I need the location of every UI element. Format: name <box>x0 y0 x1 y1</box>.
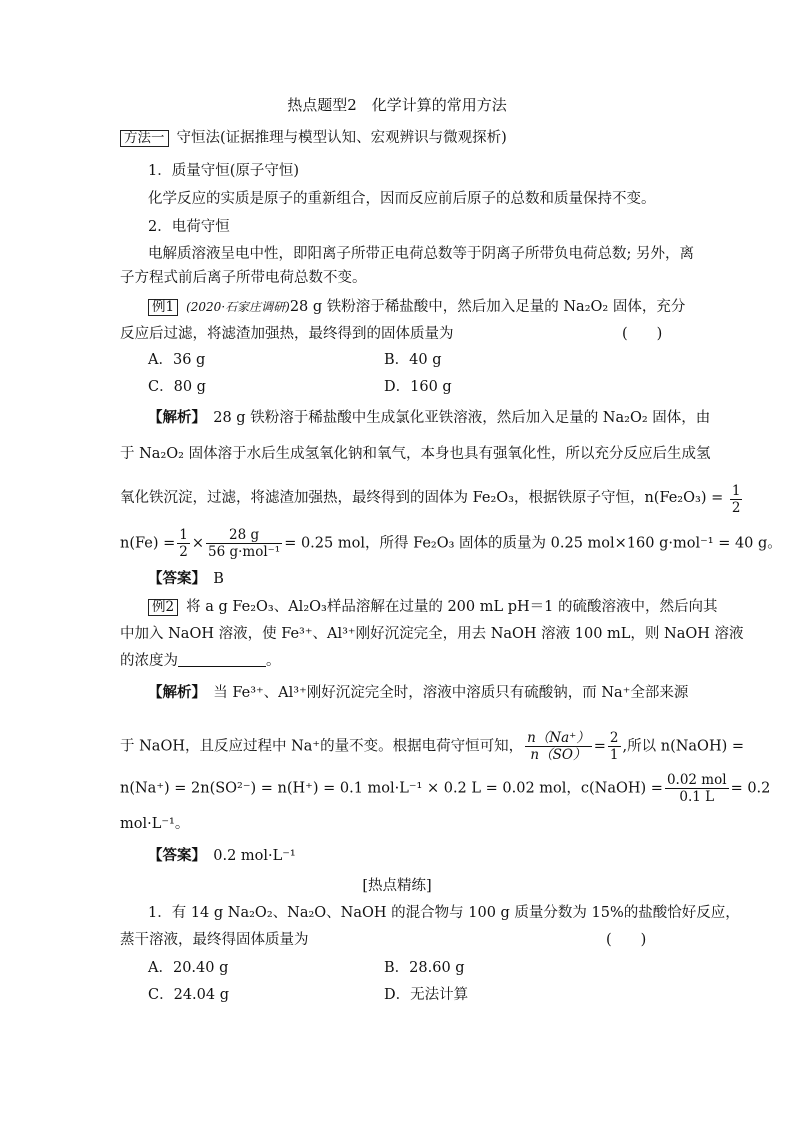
charge-heading: 2．电荷守恒 <box>148 219 230 235</box>
ex1-source: (2020·石家庄调研) <box>186 300 290 314</box>
practice-q1-paren: ( ) <box>606 932 647 948</box>
ex2-analysis-pre: 于 NaOH，且反应过程中 Na⁺的量不变。根据电荷守恒可知， <box>120 738 524 755</box>
ex2-analysis-text-1: 当 Fe³⁺、Al³⁺刚好沉淀完全时，溶液中溶质只有硫酸钠，而 Na⁺全部来源 <box>213 685 689 701</box>
ex2-stem-2: 中加入 NaOH 溶液，使 Fe³⁺、Al³⁺刚好沉淀完全，用去 NaOH 溶液 100 mL，则 NaOH 溶液 <box>120 626 744 642</box>
fraction-two-one <box>608 730 621 763</box>
fraction-half-2 <box>177 527 190 560</box>
fraction-concentration <box>665 772 729 805</box>
frac-num: n（Na⁺） <box>527 730 590 746</box>
frac-den: 2 <box>731 500 741 516</box>
practice-q1-line-1: 1．有 14 g Na₂O₂、Na₂O、NaOH 的混合物与 100 g 质量分数为 15%的盐酸恰好反应， <box>148 905 740 921</box>
practice-option-b: B．28.60 g <box>384 960 465 976</box>
ex2-answer-label: 【答案】 <box>148 847 199 864</box>
ex1-analysis-text-1: 28 g 铁粉溶于稀盐酸中生成氯化亚铁溶液，然后加入足量的 Na₂O₂ 固体，由 <box>213 410 711 426</box>
answer-blank[interactable] <box>178 652 266 667</box>
ex1-analysis-4 <box>120 527 782 560</box>
ex1-option-c: C．80 g <box>148 379 206 395</box>
ex1-analysis-2: 于 Na₂O₂ 固体溶于水后生成氢氧化钠和氧气，本身也具有强氧化性，所以充分反应后生成氢 <box>120 446 711 462</box>
method-badge: 方法一 <box>120 130 169 147</box>
frac-den: 1 <box>609 747 619 763</box>
practice-option-d: D．无法计算 <box>384 987 469 1003</box>
ex2-analysis-post: ,所以 n(NaOH) = <box>622 738 745 755</box>
mass-text: 化学反应的实质是原子的重新组合，因而反应前后原子的总数和质量保持不变。 <box>148 191 656 207</box>
practice-option-c: C．24.04 g <box>148 987 229 1003</box>
frac-num: 1 <box>731 483 741 499</box>
ex2-analysis-4: mol·L⁻¹。 <box>120 816 190 832</box>
frac-num: 1 <box>179 527 188 543</box>
ex2-stem-1 <box>148 597 717 617</box>
ex1-option-d: D．160 g <box>384 379 452 395</box>
frac-den: 2 <box>179 544 188 560</box>
ex2-analysis-label: 【解析】 <box>148 684 199 701</box>
method-line <box>120 128 507 148</box>
ex2-analysis-3-post: = 0.2 <box>730 780 771 797</box>
ex1-analysis-text-3: 氧化铁沉淀，过滤，将滤渣加强热，最终得到的固体为 Fe₂O₃，根据铁原子守恒，n(Fe₂O₃) = <box>120 490 724 506</box>
frac-num: 2 <box>609 730 619 746</box>
ex1-stem-text: 28 g 铁粉溶于稀盐酸中，然后加入足量的 Na₂O₂ 固体，充分 <box>289 299 686 315</box>
times-sign: × <box>191 535 205 552</box>
ex1-answer-value: B <box>213 571 224 587</box>
practice-option-a: A．20.40 g <box>148 960 229 976</box>
ex1-answer-label: 【答案】 <box>148 570 199 587</box>
frac-den: 0.1 L <box>679 789 715 805</box>
ex1-analysis-label: 【解析】 <box>148 409 199 426</box>
practice-heading: [热点精练] <box>362 878 432 894</box>
frac-den: 56 g·mol⁻¹ <box>208 544 281 560</box>
fraction-mass-molar <box>206 527 282 560</box>
ex1-analysis-1 <box>148 408 710 428</box>
charge-text-1: 电解质溶液呈电中性，即阳离子所带正电荷总数等于阴离子所带负电荷总数; 另外，离 <box>148 246 694 262</box>
ex2-stem-text: 将 a g Fe₂O₃、Al₂O₃样品溶解在过量的 200 mL pH＝1 的硫酸溶液中，然后向其 <box>186 599 718 615</box>
frac-num: 0.02 mol <box>666 772 727 788</box>
fraction-half <box>730 483 743 516</box>
ex1-option-b: B．40 g <box>384 352 442 368</box>
ex1-answer <box>148 569 224 589</box>
ex2-analysis-3 <box>120 772 770 805</box>
ex2-analysis-1 <box>148 683 688 703</box>
equals-sign: = <box>593 738 606 755</box>
ex2-badge: 例2 <box>148 599 178 616</box>
page-title: 热点题型2 化学计算的常用方法 <box>287 96 507 114</box>
ex1-option-a: A．36 g <box>148 352 206 368</box>
frac-num: 28 g <box>206 527 282 544</box>
mass-heading: 1．质量守恒(原子守恒) <box>148 163 300 179</box>
ex2-stem-3-text: 的浓度为 <box>120 653 178 669</box>
method-text: 守恒法(证据推理与模型认知、宏观辨识与微观探析) <box>176 130 507 146</box>
practice-q1-line-2: 蒸干溶液，最终得固体质量为 <box>120 932 309 948</box>
frac-den: n（SO） <box>530 747 587 763</box>
ex1-analysis-post: = 0.25 mol，所得 Fe₂O₃ 固体的质量为 0.25 mol×160 g·mol⁻¹ = 40 g。 <box>284 535 782 552</box>
fraction-na-so4 <box>525 730 592 763</box>
ex2-answer <box>148 846 296 866</box>
ex1-answer-paren: ( ) <box>622 326 663 342</box>
ex1-analysis-pre: n(Fe) = <box>120 535 176 552</box>
ex2-stem-3 <box>120 651 281 671</box>
ex1-stem-1 <box>148 297 685 317</box>
ex2-analysis-2 <box>120 730 744 763</box>
ex1-analysis-3 <box>120 483 744 516</box>
charge-text-2: 子方程式前后离子所带电荷总数不变。 <box>120 270 367 286</box>
ex1-badge: 例1 <box>148 299 178 316</box>
ex2-answer-value: 0.2 mol·L⁻¹ <box>213 848 296 864</box>
ex1-stem-2: 反应后过滤，将滤渣加强热，最终得到的固体质量为 <box>120 326 454 342</box>
ex2-stem-3-end: 。 <box>266 653 281 669</box>
ex2-analysis-3-text: n(Na⁺) = 2n(SO²⁻) = n(H⁺) = 0.1 mol·L⁻¹ × 0.2 L = 0.02 mol，c(NaOH) = <box>120 780 663 797</box>
